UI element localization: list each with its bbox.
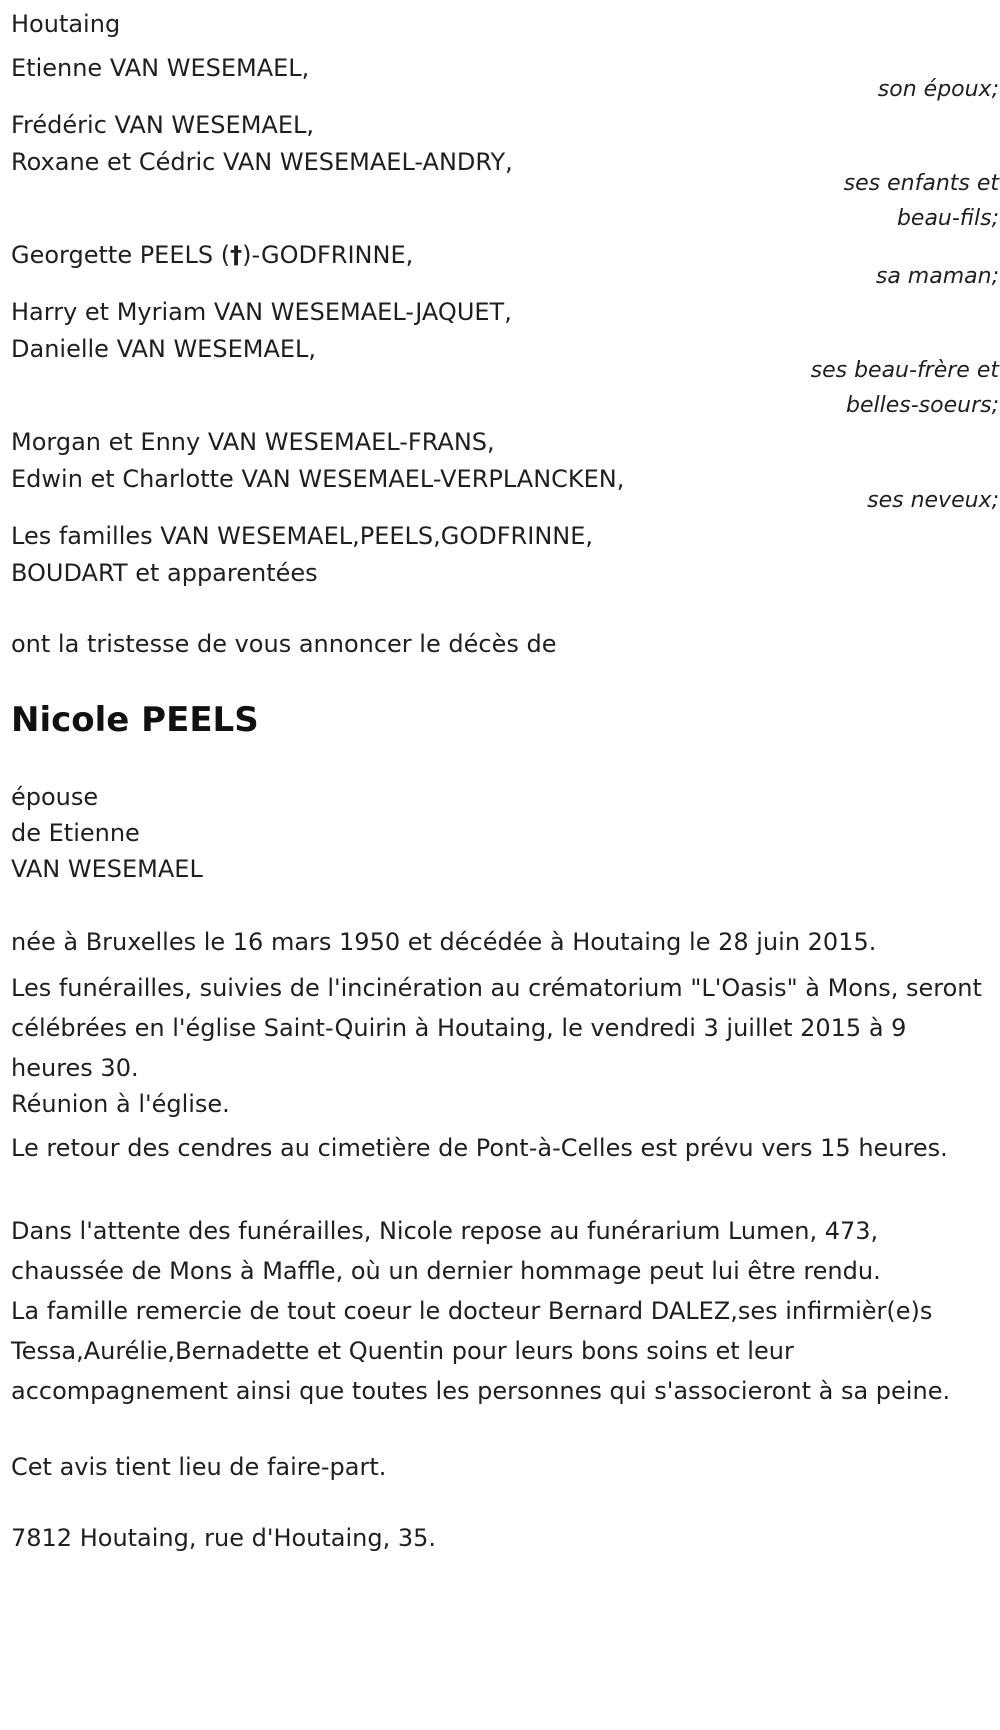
birth-death-paragraph: née à Bruxelles le 16 mars 1950 et décédée à Houtaing le 28 juin 2015.	[11, 928, 877, 956]
thanks-paragraph: La famille remercie de tout coeur le docteur Bernard DALEZ,ses infirmièr(e)s Tessa,Aurélie,Bernadette et Quentin pour leurs bons soins et leur accompagnement ainsi que toutes les personnes qui s'associeront à sa peine.	[11, 1297, 951, 1405]
mother-name-before: Georgette PEELS (	[11, 241, 231, 269]
notice-paragraph: Cet avis tient lieu de faire-part.	[11, 1453, 387, 1481]
location-header: Houtaing	[11, 10, 121, 38]
family-member-line	[11, 235, 413, 275]
spouse-line: VAN WESEMAEL	[11, 855, 203, 883]
family-member-line: BOUDART et apparentées	[11, 559, 318, 587]
mother-name-after: )-GODFRINNE,	[242, 241, 414, 269]
relation-label: son époux;	[877, 77, 999, 102]
ashes-paragraph: Le retour des cendres au cimetière de Pont-à-Celles est prévu vers 15 heures.	[11, 1134, 948, 1162]
family-member-line: Frédéric VAN WESEMAEL,	[11, 111, 314, 139]
family-member-line: Les familles VAN WESEMAEL,PEELS,GODFRINNE,	[11, 522, 594, 550]
relation-label: beau-fils;	[896, 206, 999, 231]
family-member-line: Danielle VAN WESEMAEL,	[11, 335, 317, 363]
meeting-paragraph: Réunion à l'église.	[11, 1090, 230, 1118]
funeral-paragraph: Les funérailles, suivies de l'incinération au crématorium "L'Oasis" à Mons, seront célébrées en l'église Saint-Quirin à Houtaing, le vendredi 3 juillet 2015 à 9 heures 30.	[11, 974, 982, 1082]
family-member-line: Edwin et Charlotte VAN WESEMAEL-VERPLANCKEN,	[11, 465, 625, 493]
relation-label: ses beau-frère et	[810, 358, 999, 383]
relation-label: belles-soeurs;	[846, 393, 999, 418]
relation-label: sa maman;	[875, 264, 999, 289]
cross-icon: †	[230, 241, 243, 269]
family-member-line: Harry et Myriam VAN WESEMAEL-JAQUET,	[11, 298, 512, 326]
relation-label: ses neveux;	[867, 488, 999, 513]
deceased-name: Nicole PEELS	[11, 700, 259, 740]
address: 7812 Houtaing, rue d'Houtaing, 35.	[11, 1524, 437, 1552]
relation-label: ses enfants et	[843, 171, 999, 196]
spouse-line: de Etienne	[11, 819, 140, 847]
family-member-line: Etienne VAN WESEMAEL,	[11, 54, 310, 82]
family-member-line: Roxane et Cédric VAN WESEMAEL-ANDRY,	[11, 148, 513, 176]
spouse-line: épouse	[11, 783, 99, 811]
funerarium-paragraph: Dans l'attente des funérailles, Nicole repose au funérarium Lumen, 473, chaussée de Mons à Maffle, où un dernier hommage peut lui être rendu.	[11, 1217, 881, 1285]
announcement-intro: ont la tristesse de vous annoncer le décès de	[11, 630, 557, 658]
family-member-line: Morgan et Enny VAN WESEMAEL-FRANS,	[11, 428, 495, 456]
